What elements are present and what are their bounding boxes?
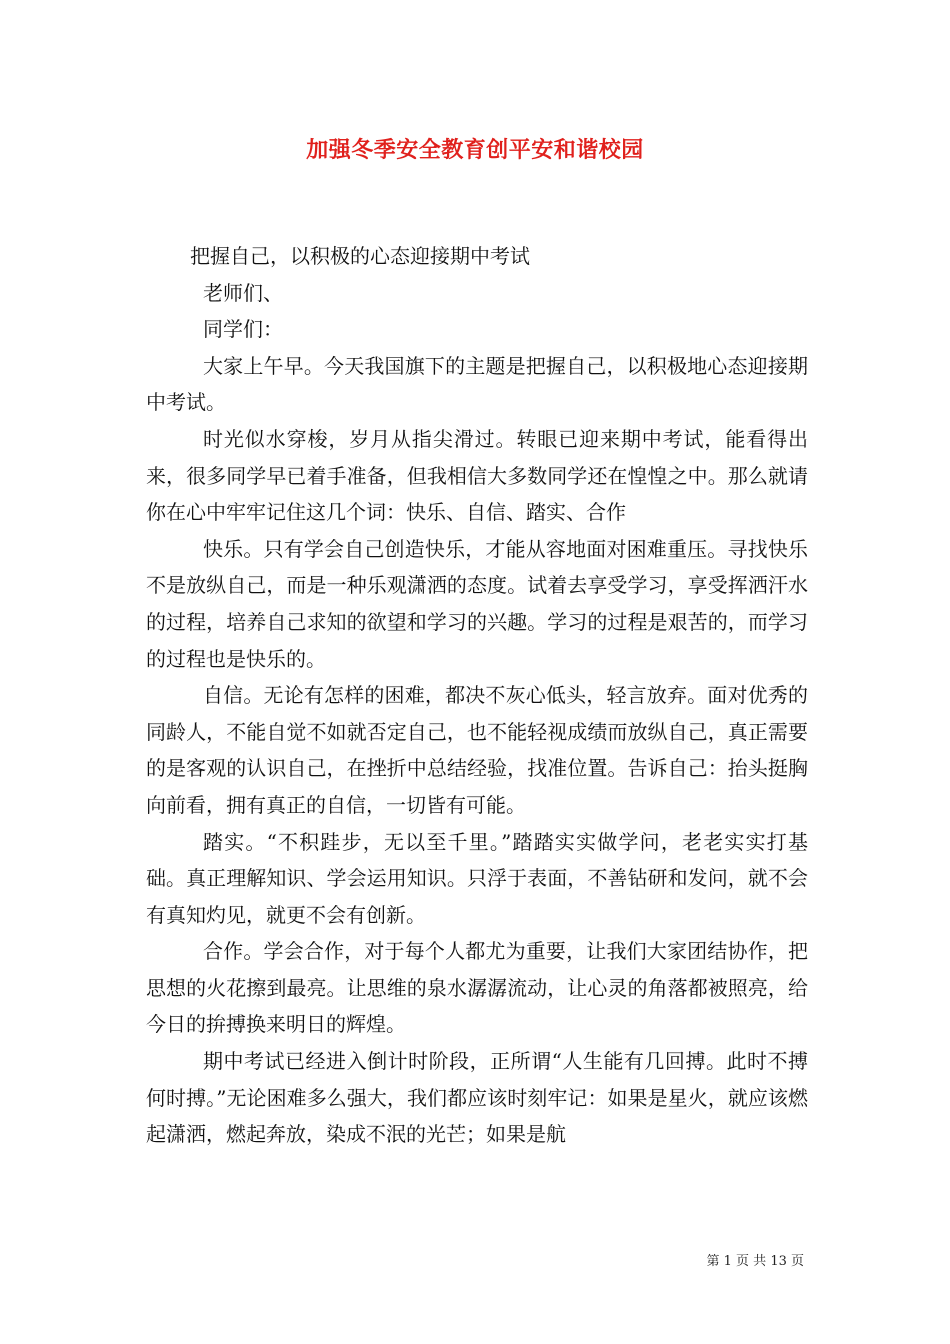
paragraph-cooperation: 合作。学会合作，对于每个人都尤为重要，让我们大家团结协作，把思想的火花擦到最亮。让思维的泉水潺潺流动，让心灵的角落都被照亮，给今日的拚搏换来明日的辉煌。 (146, 939, 808, 1037)
speech-subtitle: 把握自己，以积极的心态迎接期中考试 (190, 244, 530, 268)
paragraph-countdown: 期中考试已经进入倒计时阶段，正所谓“人生能有几回搏。此时不搏何时搏。”无论困难多么强大，我们都应该时刻牢记：如果是星火，就应该燃起潇洒，燃起奔放，染成不泯的光芒；如果是航 (146, 1049, 808, 1147)
document-body (146, 238, 808, 1153)
document-title: 加强冬季安全教育创平安和谐校园 (306, 137, 644, 163)
paragraph-diligence: 踏实。“不积跬步，无以至千里。”踏踏实实做学问，老老实实打基础。真正理解知识、学会运用知识。只浮于表面，不善钻研和发问，就不会有真知灼见，就更不会有创新。 (146, 829, 808, 927)
greeting-students: 同学们： (203, 317, 283, 342)
paragraph-confidence: 自信。无论有怎样的困难，都决不灰心低头，轻言放弃。面对优秀的同龄人，不能自觉不如就否定自己，也不能轻视成绩而放纵自己，真正需要的是客观的认识自己，在挫折中总结经验，找准位置。告诉自己：抬头挺胸向前看，拥有真正的自信，一切皆有可能。 (146, 683, 808, 817)
page-number: 第 1 页 共 13 页 (706, 1254, 804, 1269)
paragraph-happiness: 快乐。只有学会自己创造快乐，才能从容地面对困难重压。寻找快乐不是放纵自己，而是一种乐观潇洒的态度。试着去享受学习，享受挥洒汗水的过程，培养自己求知的欲望和学习的兴趣。学习的过程是艰苦的，而学习的过程也是快乐的。 (146, 536, 808, 671)
paragraph-opening: 大家上午早。今天我国旗下的主题是把握自己，以积极地心态迎接期中考试。 (146, 353, 808, 415)
greeting-teachers: 老师们、 (203, 280, 283, 305)
paragraph-keywords: 时光似水穿梭，岁月从指尖滑过。转眼已迎来期中考试，能看得出来，很多同学早已着手准备，但我相信大多数同学还在惶惶之中。那么就请你在心中牢牢记住这几个词：快乐、自信、踏实、合作 (146, 426, 808, 525)
